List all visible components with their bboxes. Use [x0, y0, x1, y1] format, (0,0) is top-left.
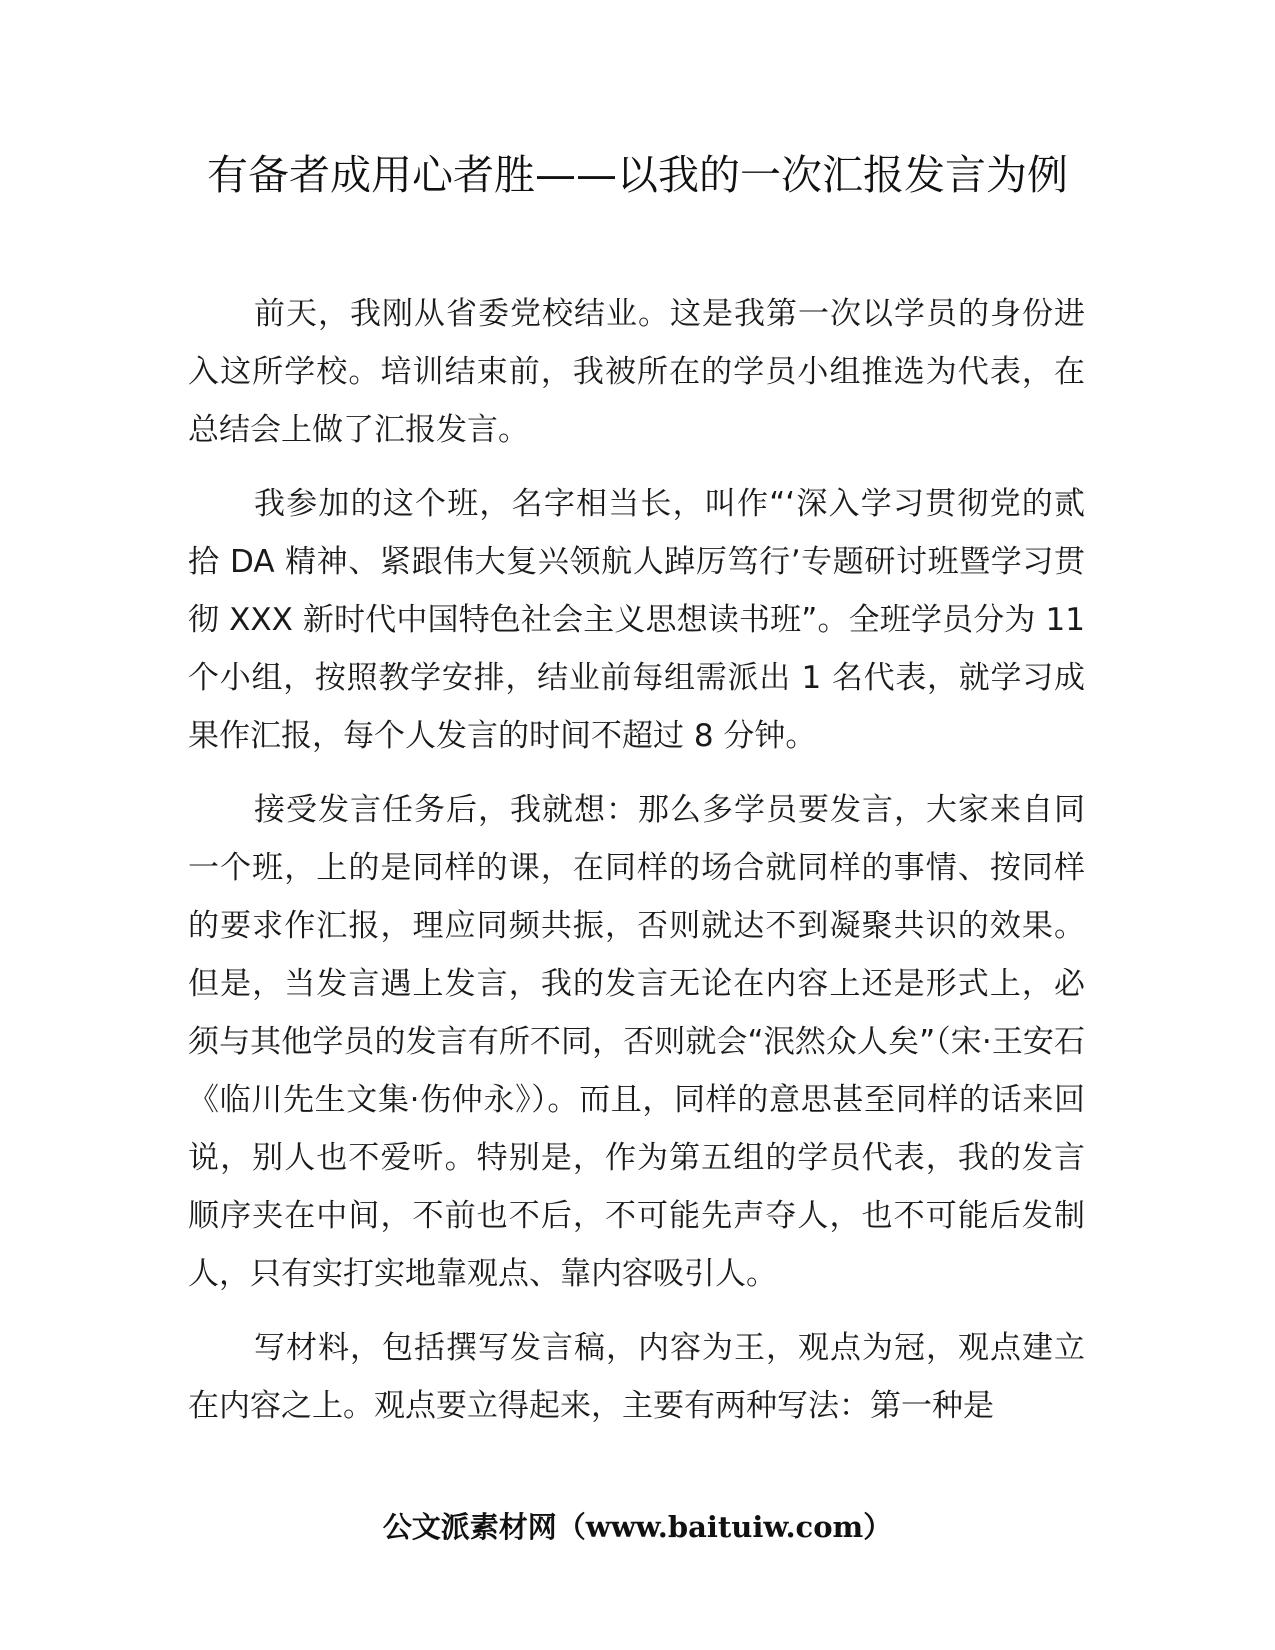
paragraph-1: 前天，我刚从省委党校结业。这是我第一次以学员的身份进入这所学校。培训结束前，我被所在的学员小组推选为代表，在总结会上做了汇报发言。	[188, 296, 1085, 448]
footer-watermark: 公文派素材网（www.baituiw.com）	[382, 1510, 893, 1544]
document-title: 有备者成用心者胜——以我的一次汇报发言为例	[207, 151, 1068, 199]
paragraph-2: 我参加的这个班，名字相当长，叫作“‘深入学习贯彻党的贰拾 DA 精神、紧跟伟大复兴领航人踔厉笃行’专题研讨班暨学习贯彻 XXX 新时代中国特色社会主义思想读书班”。全班学员分为 11 个小组，按照教学安排，结业前每组需派出 1 名代表，就学习成果作汇报，每个人发言的时间不超过 8 分钟。	[188, 486, 1085, 754]
document-body	[188, 285, 1085, 1451]
paragraph-4: 写材料，包括撰写发言稿，内容为王，观点为冠，观点建立在内容之上。观点要立得起来，主要有两种写法：第一种是	[188, 1330, 1085, 1424]
paragraph-3: 接受发言任务后，我就想：那么多学员要发言，大家来自同一个班，上的是同样的课，在同样的场合就同样的事情、按同样的要求作汇报，理应同频共振，否则就达不到凝聚共识的效果。但是，当发言遇上发言，我的发言无论在内容上还是形式上，必须与其他学员的发言有所不同，否则就会“泯然众人矣”（宋·王安石《临川先生文集·伤仲永》）。而且，同样的意思甚至同样的话来回说，别人也不爱听。特别是，作为第五组的学员代表，我的发言顺序夹在中间，不前也不后，不可能先声夺人，也不可能后发制人，只有实打实地靠观点、靠内容吸引人。	[188, 792, 1085, 1292]
